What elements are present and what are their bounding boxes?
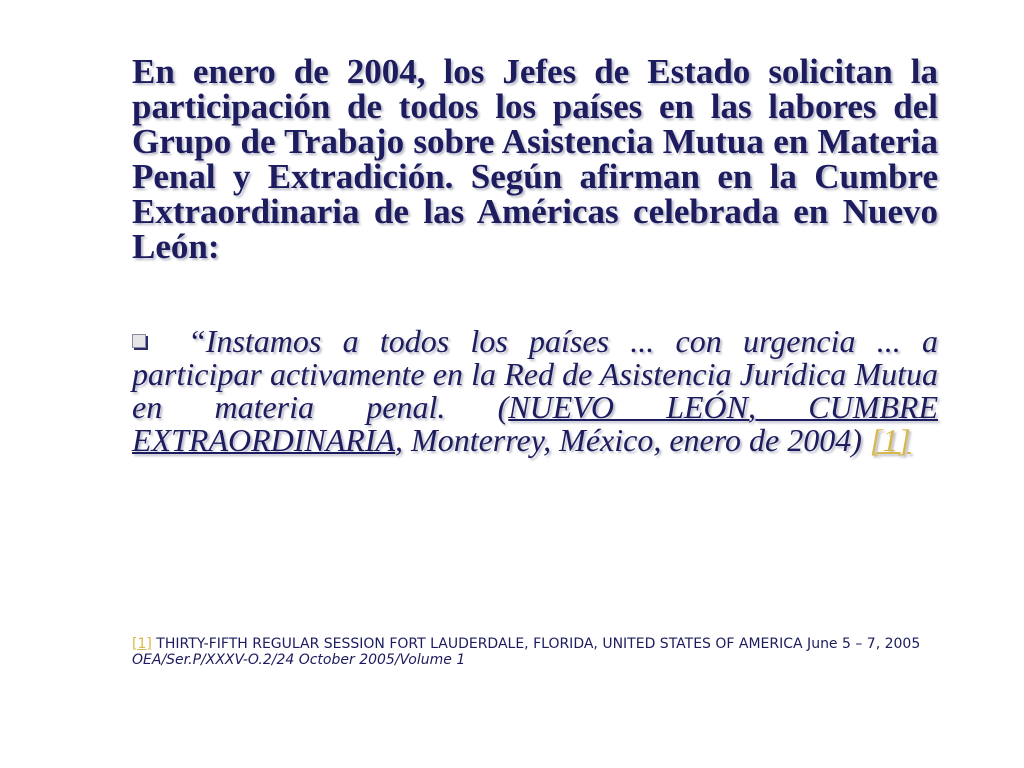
slide-content — [132, 54, 938, 457]
quote-text-start: “Instamos a todos los países ... con urgencia ... a participar activamente en la Red de Asistencia Jurídica Mutua en materia penal. ( — [132, 323, 938, 425]
hollow-square-bullet-icon — [132, 334, 146, 348]
footnote-backref-link[interactable]: [1] — [132, 636, 152, 652]
intro-paragraph: En enero de 2004, los Jefes de Estado solicitan la participación de todos los países en las labores del Grupo de Trabajo sobre Asistencia Mutua en Materia Penal y Extradición. Según afirman en la Cumbre Extraordinaria de las Américas celebrada en Nuevo León: — [132, 52, 938, 266]
quote-text-end: , Monterrey, México, enero de 2004) — [395, 422, 862, 458]
footnote-document-ref: OEA/Ser.P/XXXV-O.2/24 October 2005/Volume 1 — [132, 652, 466, 668]
quote-block — [132, 325, 938, 457]
quote-source-underlined: NUEVO LEÓN, CUMBRE EXTRAORDINARIA — [132, 389, 938, 458]
footnote-ref-link[interactable]: [1] — [869, 422, 911, 458]
footnote-text: THIRTY-FIFTH REGULAR SESSION FORT LAUDERDALE, FLORIDA, UNITED STATES OF AMERICA June 5 – 7, 2005 — [151, 636, 921, 652]
footnote — [132, 636, 938, 668]
